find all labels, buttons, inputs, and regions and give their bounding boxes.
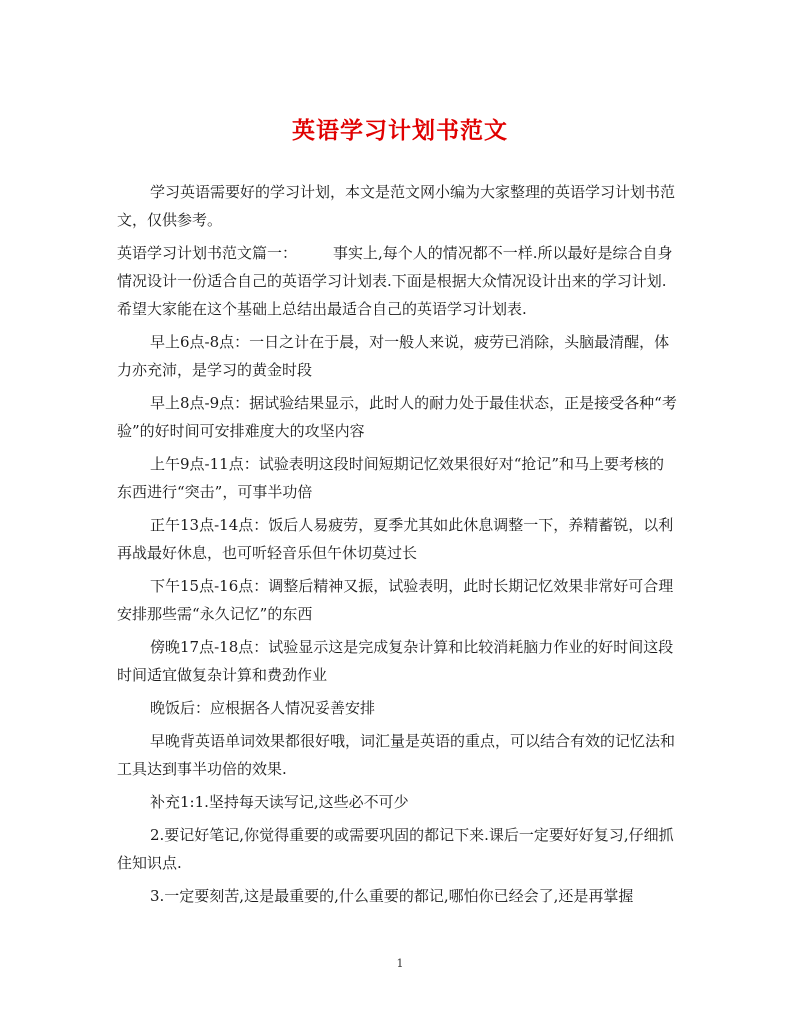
schedule-item: 上午9点-11点：试验表明这段时间短期记忆效果很好对“抢记”和马上要考核的东西进行“突击”，可事半功倍	[117, 455, 665, 501]
schedule-item: 下午15点-16点：调整后精神又振，试验表明，此时长期记忆效果非常好可合理安排那些需“永久记忆”的东西	[117, 577, 674, 623]
vocab-tip-paragraph: 早晚背英语单词效果都很好哦，词汇量是英语的重点，可以结合有效的记忆法和工具达到事半功倍的效果.	[117, 732, 676, 778]
section-heading: 英语学习计划书范文篇一：	[117, 244, 298, 262]
intro-paragraph: 学习英语需要好的学习计划，本文是范文网小编为大家整理的英语学习计划书范文，仅供参考。	[117, 183, 676, 229]
supplement-item: 2.要记好笔记,你觉得重要的或需要巩固的都记下来.课后一定要好好复习,仔细抓住知识点.	[117, 826, 674, 872]
schedule-item: 正午13点-14点：饭后人易疲劳，夏季尤其如此休息调整一下，养精蓄锐，以利再战最好休息，也可听轻音乐但午休切莫过长	[117, 516, 674, 562]
document-body	[117, 178, 679, 915]
section-paragraph	[117, 239, 679, 323]
section-intro: 事实上,每个人的情况都不一样.所以最好是综合自身情况设计一份适合自己的英语学习计划表.下面是根据大众情况设计出来的学习计划.希望大家能在这个基础上总结出最适合自己的英语学习计划表.	[117, 244, 673, 318]
document-title: 英语学习计划书范文	[292, 117, 508, 144]
page-number: 1	[396, 957, 404, 970]
supplement-item: 3.一定要刻苦,这是最重要的,什么重要的都记,哪怕你已经会了,还是再掌握	[150, 887, 634, 905]
schedule-item: 早上6点-8点：一日之计在于晨，对一般人来说，疲劳已消除，头脑最清醒，体力亦充沛，是学习的黄金时段	[117, 333, 670, 379]
supplement-item: 补充1:1.坚持每天读写记,这些必不可少	[150, 793, 409, 811]
schedule-item: 傍晚17点-18点：试验显示这是完成复杂计算和比较消耗脑力作业的好时间这段时间适宜做复杂计算和费劲作业	[117, 638, 674, 684]
schedule-item: 早上8点-9点：据试验结果显示，此时人的耐力处于最佳状态，正是接受各种“考验”的好时间可安排难度大的攻坚内容	[117, 394, 677, 440]
schedule-item: 晚饭后：应根据各人情况妥善安排	[150, 699, 376, 717]
